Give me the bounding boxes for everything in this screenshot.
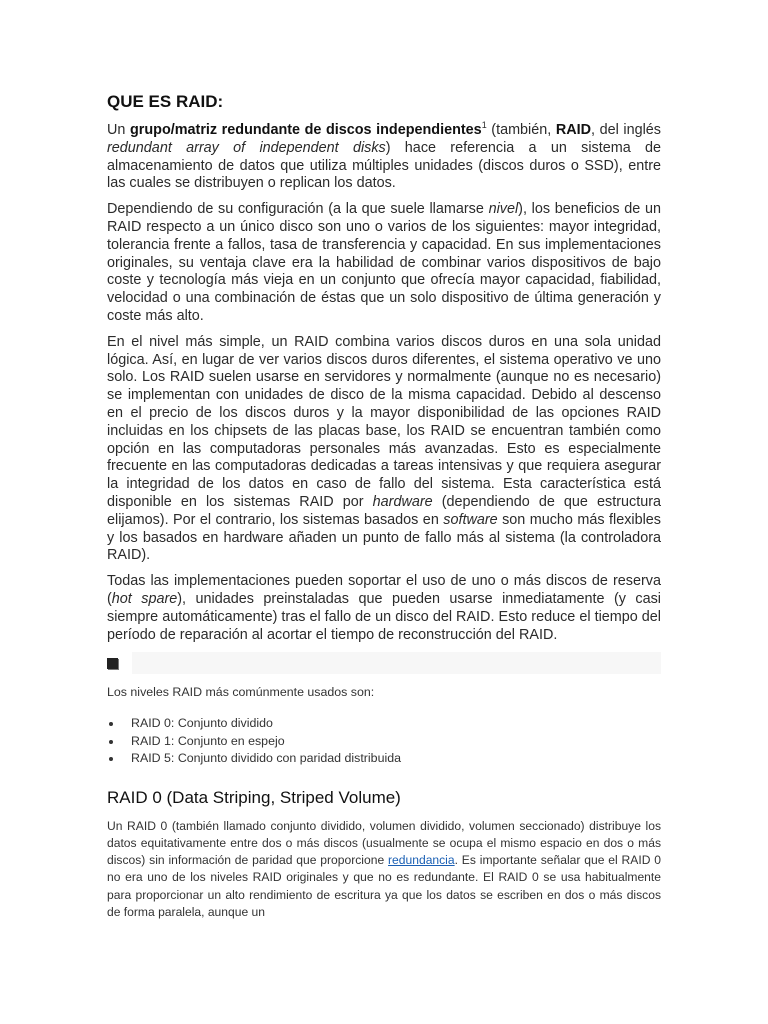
raid-levels-list (107, 715, 661, 768)
levels-intro: Los niveles RAID más comúnmente usados son: (107, 685, 375, 700)
list-item: RAID 0: Conjunto dividido (107, 715, 661, 733)
redundancia-link[interactable]: redundancia (388, 853, 455, 868)
list-item: RAID 1: Conjunto en espejo (107, 733, 661, 751)
paragraph-hot-spare: Todas las implementaciones pueden soportar el uso de uno o más discos de reserva (hot spare), unidades preinstaladas que pueden usarse inmediatamente (y casi siempre automáticamente) tras el fallo de un disco del RAID. Esto reduce el tiempo del período de reparación al acortar el tiempo de reconstrucción del RAID. (107, 573, 661, 643)
term-english: redundant array of independent disks (107, 139, 386, 156)
paragraph-raid0: Un RAID 0 (también llamado conjunto dividido, volumen dividido, volumen seccionado) distribuye los datos equitativamente entre dos o más discos (usualmente se ocupa el mismo espacio en dos o más discos) sin información de paridad que proporcione redundancia. Es importante señalar que el RAID 0 no era uno de los niveles RAID originales y que no es redundante. El RAID 0 se usa habitualmente para proporcionar un alto rendimiento de escritura ya que los datos se escriben en dos o más discos de forma paralela, aunque un (107, 818, 661, 919)
footnote-ref: 1 (481, 120, 487, 131)
embedded-object-row (107, 652, 661, 674)
list-item: RAID 5: Conjunto dividido con paridad distribuida (107, 750, 661, 768)
term-raid: RAID (555, 122, 592, 138)
embedded-object-bar (132, 652, 661, 674)
paragraph-simple-level: En el nivel más simple, un RAID combina varios discos duros en una sola unidad lógica. Así, en lugar de ver varios discos duros diferentes, el sistema operativo ve uno solo. Los RAID suelen usarse en servidores y normalmente (aunque no es necesario) se implementan con unidades de disco de la misma capacidad. Debido al descenso en el precio de los discos duros y la mayor disponibilidad de las opciones RAID incluidas en los chipsets de las placas base, los RAID se encuentran también como opción en las computadoras personales más avanzadas. Esto es especialmente frecuente en las computadoras dedicadas a tareas intensivas y que requiera asegurar la integridad de los datos en caso de fallo del sistema. Esta característica está disponible en los sistemas RAID por hardware (dependiendo de que estructura elijamos). Por el contrario, los sistemas basados en software son mucho más flexibles y los basados en hardware añaden un punto de fallo más al sistema (la controladora RAID). (107, 333, 661, 564)
section-title-raid0: RAID 0 (Data Striping, Striped Volume) (107, 787, 401, 807)
embedded-object-icon[interactable] (107, 658, 118, 669)
paragraph-config: Dependiendo de su configuración (a la que suele llamarse nivel), los beneficios de un RAID respecto a un único disco son uno o varios de los siguientes: mayor integridad, tolerancia frente a fallos, tasa de transferencia y capacidad. En sus implementaciones originales, su ventaja clave era la habilidad de combinar varios dispositivos de bajo coste y tecnología más vieja en un conjunto que ofrecía mayor capacidad, fiabilidad, velocidad o una combinación de éstas que un solo dispositivo de última generación y coste más alto. (107, 201, 661, 324)
term-bold: grupo/matriz redundante de discos independientes (129, 122, 482, 138)
paragraph-intro: Un grupo/matriz redundante de discos independientes$^1$ (también, RAID, del inglés redundant array of independent disks) hace referencia a un sistema de almacenamiento de datos que utiliza múltiples unidades (discos duros o SSD), entre las cuales se distribuyen o replican los datos. (107, 120, 661, 192)
page-title: QUE ES RAID: (107, 92, 224, 111)
document-content (107, 92, 661, 921)
